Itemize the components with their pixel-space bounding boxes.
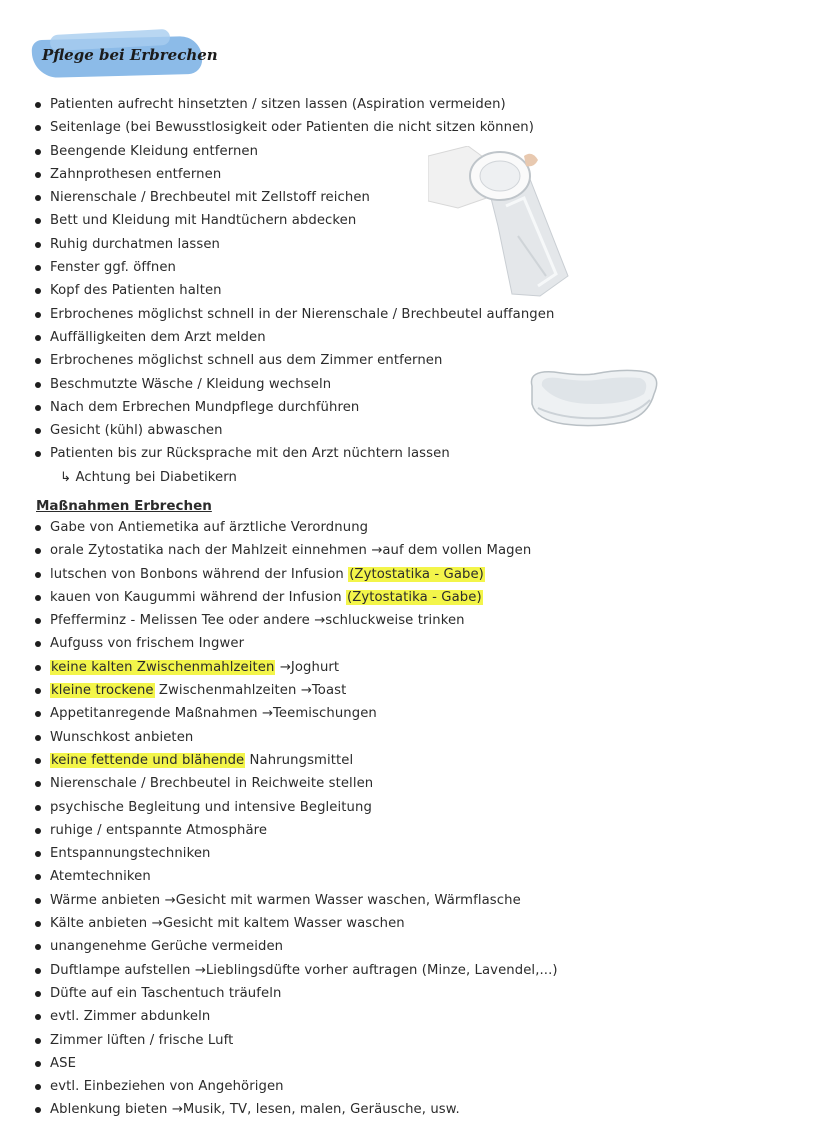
list-item bbox=[34, 586, 558, 609]
list-item: Patienten bis zur Rücksprache mit den Arzt nüchtern lassen bbox=[34, 442, 554, 465]
list-item: Beengende Kleidung entfernen bbox=[34, 140, 554, 163]
list-item bbox=[34, 749, 558, 772]
list-item: Bett und Kleidung mit Handtüchern abdecken bbox=[34, 209, 554, 232]
list-item: Zahnprothesen entfernen bbox=[34, 163, 554, 186]
list-item: Nach dem Erbrechen Mundpflege durchführen bbox=[34, 396, 554, 419]
section-heading: Maßnahmen Erbrechen bbox=[36, 498, 212, 514]
list-item: Nierenschale / Brechbeutel in Reichweite stellen bbox=[34, 772, 558, 795]
list-item: Wärme anbieten →Gesicht mit warmen Wasser waschen, Wärmflasche bbox=[34, 889, 558, 912]
list-item: Beschmutzte Wäsche / Kleidung wechseln bbox=[34, 373, 554, 396]
list-item: Duftlampe aufstellen →Lieblingsdüfte vorher auftragen (Minze, Lavendel,...) bbox=[34, 959, 558, 982]
page-title: Pflege bei Erbrechen bbox=[42, 46, 218, 64]
list-item: Appetitanregende Maßnahmen →Teemischungen bbox=[34, 702, 558, 725]
list-item: Erbrochenes möglichst schnell in der Nierenschale / Brechbeutel auffangen bbox=[34, 303, 554, 326]
list-item: Patienten aufrecht hinsetzten / sitzen lassen (Aspiration vermeiden) bbox=[34, 93, 554, 116]
list-item: Pfefferminz - Melissen Tee oder andere →schluckweise trinken bbox=[34, 609, 558, 632]
list-item: Atemtechniken bbox=[34, 865, 558, 888]
highlighted-text: keine fettende und blähende bbox=[51, 752, 245, 768]
list-item bbox=[34, 679, 558, 702]
highlighted-text: kleine trockene bbox=[51, 683, 154, 699]
list-item: Erbrochenes möglichst schnell aus dem Zimmer entfernen bbox=[34, 349, 554, 372]
item-text: kauen von Kaugummi während der Infusion bbox=[50, 589, 346, 605]
highlighted-text: keine kalten Zwischenmahlzeiten bbox=[51, 659, 275, 675]
item-text: →Joghurt bbox=[275, 659, 340, 675]
list-item: Gesicht (kühl) abwaschen bbox=[34, 419, 554, 442]
list-item: Entspannungstechniken bbox=[34, 842, 558, 865]
list-item: Zimmer lüften / frische Luft bbox=[34, 1029, 558, 1052]
list-item bbox=[34, 563, 558, 586]
list-item: Auffälligkeiten dem Arzt melden bbox=[34, 326, 554, 349]
list-item: Gabe von Antiemetika auf ärztliche Verordnung bbox=[34, 516, 558, 539]
list-item: ruhige / entspannte Atmosphäre bbox=[34, 819, 558, 842]
list-item: Wunschkost anbieten bbox=[34, 726, 558, 749]
item-text: lutschen von Bonbons während der Infusion bbox=[50, 566, 349, 582]
list-item: Kälte anbieten →Gesicht mit kaltem Wasser waschen bbox=[34, 912, 558, 935]
list-item: evtl. Einbeziehen von Angehörigen bbox=[34, 1075, 558, 1098]
measures-list bbox=[34, 516, 558, 1122]
list-item: unangenehme Gerüche vermeiden bbox=[34, 935, 558, 958]
list-item: Nierenschale / Brechbeutel mit Zellstoff reichen bbox=[34, 186, 554, 209]
list-item: orale Zytostatika nach der Mahlzeit einnehmen →auf dem vollen Magen bbox=[34, 539, 558, 562]
highlighted-text: (Zytostatika - Gabe) bbox=[349, 566, 484, 582]
list-item: Aufguss von frischem Ingwer bbox=[34, 632, 558, 655]
diabetes-note: ↳ Achtung bei Diabetikern bbox=[60, 469, 237, 485]
list-item: Düfte auf ein Taschentuch träufeln bbox=[34, 982, 558, 1005]
highlighted-text: (Zytostatika - Gabe) bbox=[346, 589, 482, 605]
list-item: Seitenlage (bei Bewusstlosigkeit oder Patienten die nicht sitzen können) bbox=[34, 116, 554, 139]
list-item: Fenster ggf. öffnen bbox=[34, 256, 554, 279]
list-item: Kopf des Patienten halten bbox=[34, 279, 554, 302]
item-text: Zwischenmahlzeiten →Toast bbox=[154, 683, 347, 699]
item-text: Nahrungsmittel bbox=[245, 752, 354, 768]
list-item: Ablenkung bieten →Musik, TV, lesen, malen, Geräusche, usw. bbox=[34, 1098, 558, 1121]
title-block bbox=[30, 30, 218, 85]
list-item: Ruhig durchatmen lassen bbox=[34, 233, 554, 256]
list-item: evtl. Zimmer abdunkeln bbox=[34, 1005, 558, 1028]
kidney-dish-image bbox=[524, 364, 662, 434]
vomit-bag-image bbox=[428, 146, 580, 300]
list-item: psychische Begleitung und intensive Begleitung bbox=[34, 796, 558, 819]
list-item bbox=[34, 656, 558, 679]
list-item: ASE bbox=[34, 1052, 558, 1075]
